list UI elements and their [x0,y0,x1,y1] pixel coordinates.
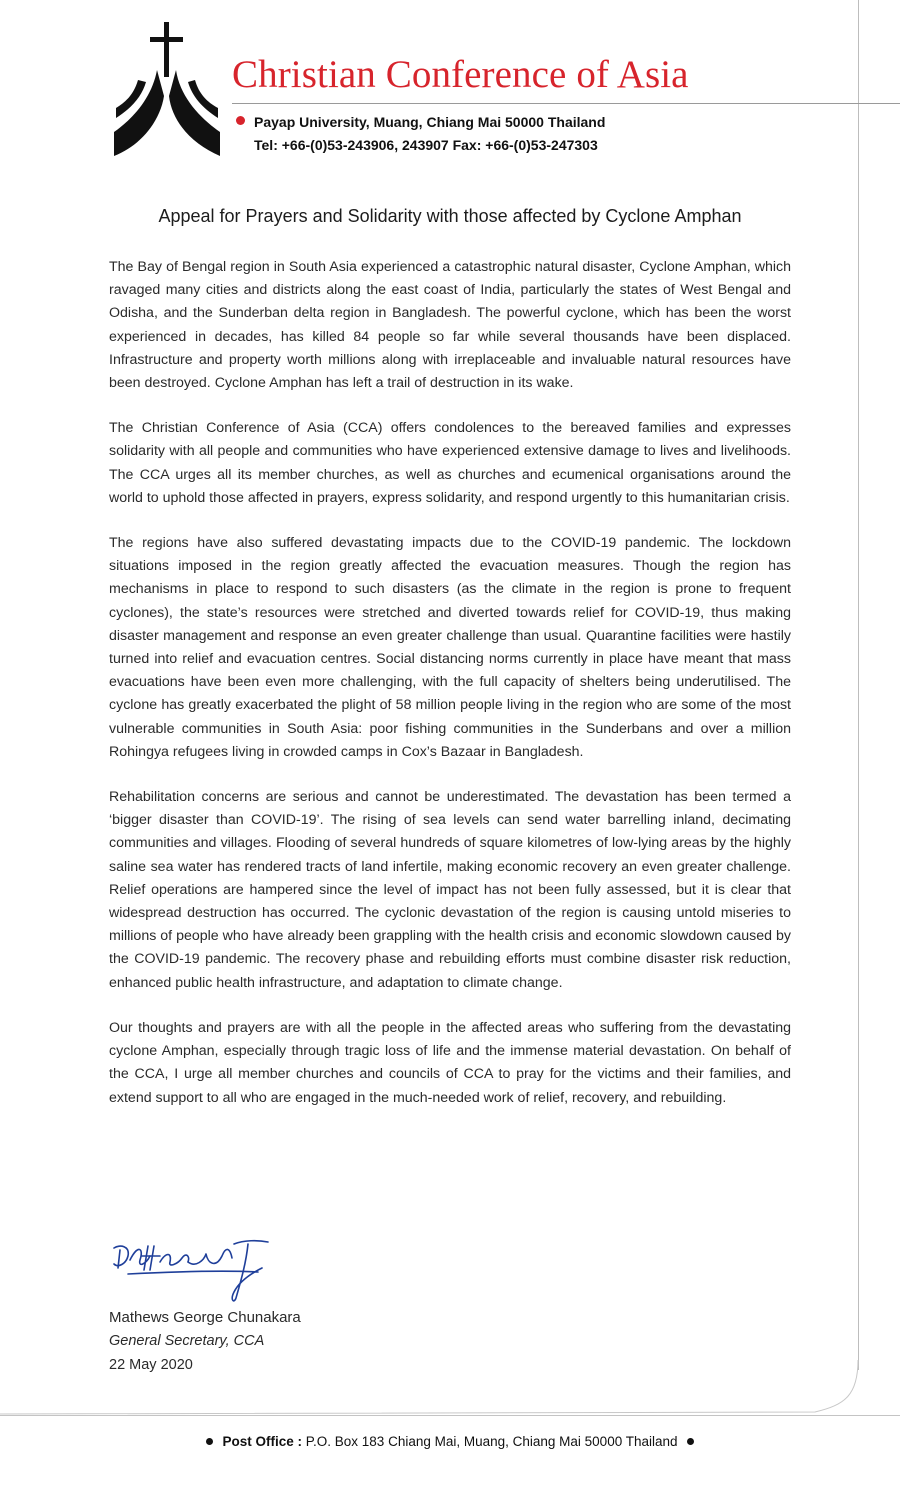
document-title: Appeal for Prayers and Solidarity with those affected by Cyclone Amphan [158,206,742,226]
organization-name: Christian Conference of Asia [232,53,689,96]
paragraph: The Bay of Bengal region in South Asia experienced a catastrophic natural disaster, Cyclone Amphan, which ravaged many cities and districts along the east coast of India, particularly the states of West Bengal and Odisha, and the Sunderban delta region in Bangladesh. The powerful cyclone, which has been the worst experienced in decades, has killed 84 people so far while several thousands have been displaced. Infrastructure and property worth millions along with irreplaceable and invaluable natural resources have been destroyed. Cyclone Amphan has left a trail of destruction in its wake. [109,259,791,392]
letter-body [109,256,791,1132]
header-divider [232,103,900,104]
footer-divider [0,1415,900,1416]
handwritten-signature-icon [108,1234,283,1304]
bullet-dot-icon [236,116,245,125]
bullet-dot-icon [206,1438,213,1445]
cross-hands-logo-icon [112,22,222,160]
letterhead [0,0,900,190]
paragraph: The Christian Conference of Asia (CCA) offers condolences to the bereaved families and expresses solidarity with all people and communities who have experienced extensive damage to lives and livelihoods. The CCA urges all its member churches, as well as churches and ecumenical organisations around the world to uphold those affected in prayers, express solidarity, and respond urgently to this humanitarian crisis. [109,420,791,506]
footer-address: P.O. Box 183 Chiang Mai, Muang, Chiang Mai 50000 Thailand [305,1434,678,1449]
signatory-role: General Secretary, CCA [109,1333,265,1349]
paragraph: The regions have also suffered devastating impacts due to the COVID-19 pandemic. The lockdown situations imposed in the region greatly affected the evacuation measures. Though the region has mechanisms in place to respond to such disasters (as the climate in the region is prone to frequent cyclones), the state’s resources were stretched and diverted towards relief for COVID-19, thus making disaster management and response an even greater challenge than usual. Quarantine facilities were hastily turned into relief and evacuation centres. Social distancing norms currently in place have meant that mass evacuations have been even more challenging, with the full capacity of shelters being underutilised. The cyclone has greatly exacerbated the plight of 58 million people living in the region who are some of the most vulnerable communities in South Asia: poor fishing communities in the Sunderbans and over a million Rohingya refugees living in crowded camps in Cox’s Bazaar in Bangladesh. [109,535,791,760]
signatory-name: Mathews George Chunakara [109,1309,301,1326]
organization-address: Payap University, Muang, Chiang Mai 50000 Thailand [254,114,606,130]
footer [0,1434,900,1449]
footer-label: Post Office : [222,1434,302,1449]
paragraph: Our thoughts and prayers are with all the people in the affected areas who suffering from the devastating cyclone Amphan, especially through tragic loss of life and the immense material devastation. On behalf of the CCA, I urge all member churches and councils of CCA to pray for the victims and their families, and extend support to all who are engaged in the much-needed work of relief, recovery, and rebuilding. [109,1019,791,1106]
organization-contact: Tel: +66-(0)53-243906, 243907 Fax: +66-(0)53-247303 [254,137,598,153]
bullet-dot-icon [687,1438,694,1445]
letter-date: 22 May 2020 [109,1357,193,1373]
paragraph: Rehabilitation concerns are serious and cannot be underestimated. The devastation has been termed a ‘bigger disaster than COVID-19’. The rising of sea levels can send water barrelling inland, decimating communities and villages. Flooding of several hundreds of square kilometres of low-lying areas by the highly saline sea water has rendered tracts of land infertile, making economic recovery an even greater challenge. Relief operations are hampered since the level of impact has not been fully assessed, but it is clear that widespread destruction has occurred. The cyclonic devastation of the region is causing untold miseries to millions of people who have already been grappling with the health crisis and economic slowdown caused by the COVID-19 pandemic. The recovery phase and rebuilding efforts must combine disaster risk reduction, enhanced public health infrastructure, and adaptation to climate change. [109,789,791,991]
